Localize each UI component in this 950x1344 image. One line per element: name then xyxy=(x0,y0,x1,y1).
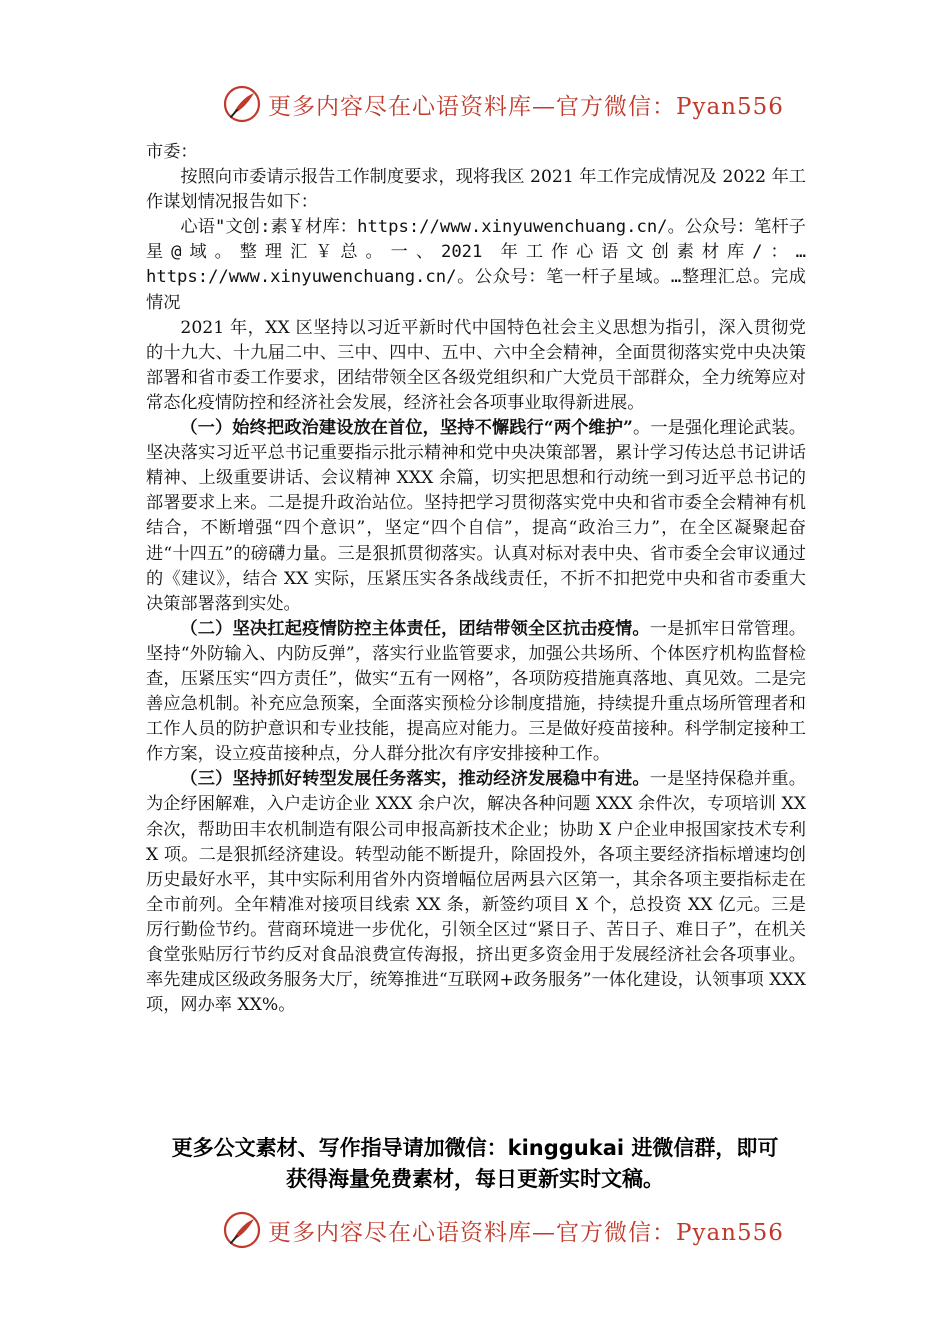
header-banner xyxy=(222,82,784,126)
section-2-heading: （二）坚决扛起疫情防控主体责任，团结带领全区抗击疫情。 xyxy=(180,618,650,639)
section-2-body: 一是抓牢日常管理。坚持“外防输入、内防反弹”，落实行业监管要求，加强公共场所、个体医疗机构监督检查，压紧压实“四方责任”，做实“五有一网格”，各项防疫措施真落地、真见效。二是完善应急机制。补充应急预案，全面落实预检分诊制度措施，持续提升重点场所管理者和工作人员的防护意识和专业技能，提高应对能力。三是做好疫苗接种。科学制定接种工作方案，设立疫苗接种点，分人群分批次有序安排接种工作。 xyxy=(146,618,806,765)
section-1-body: 。一是强化理论武装。坚决落实习近平总书记重要指示批示精神和党中央决策部署，累计学习传达总书记讲话精神、上级重要讲话、会议精神 XXX 余篇，切实把思想和行动统一到习近平总书记的部署要求上来。二是提升政治站位。坚持把学习贯彻落实党中央和省市委全会精神有机结合，不断增强“四个意识”，坚定“四个自信”，提高“政治三力”，在全区凝聚起奋进“十四五”的磅礴力量。三是狠抓贯彻落实。认真对标对表中央、省市委全会审议通过的《建议》，结合 XX 实际，压紧压实各条战线责任，不折不扣把党中央和省市委重大决策部署落到实处。 xyxy=(146,418,806,614)
section-3-body: 一是坚持保稳并重。为企纾困解难，入户走访企业 XXX 余户次，解决各种问题 XXX 余件次，专项培训 XX 余次，帮助田丰农机制造有限公司申报高新技术企业；协助 X 户企业申报国家技术专利 X 项。二是狠抓经济建设。转型动能不断提升，除固投外，各项主要经济指标增速均创历史最好水平，其中实际利用省外内资增幅位居两县六区第一，其余各项主要指标走在全市前列。全年精准对接项目线索 XX 条，新签约项目 X 个，总投资 XX 亿元。三是厉行勤俭节约。营商环境进一步优化，引领全区过“紧日子、苦日子、难日子”，在机关食堂张贴厉行节约反对食品浪费宣传海报，挤出更多资金用于发展经济社会各项事业。率先建成区级政务服务大厅，统筹推进“互联网+政务服务”一体化建设，认领事项 XXX 项，网办率 XX%。 xyxy=(146,769,806,1016)
banner-text: 更多内容尽在心语资料库—官方微信：Pyan556 xyxy=(268,93,784,120)
watermark-paragraph: 心语"文创:素￥材库：https://www.xinyuwenchuang.cn/。公众号：笔杆子星@域。整理汇￥总。一、2021 年工作心语文创素材库/：…https://www.xinyuwenchuang.cn/。公众号：笔一杆子星域。…整理汇总。完成情况 xyxy=(146,217,806,313)
feather-quill-seal-icon xyxy=(222,84,262,124)
section-3-paragraph xyxy=(146,767,806,1018)
banner-text: 更多内容尽在心语资料库—官方微信：Pyan556 xyxy=(268,1219,784,1246)
footer-banner xyxy=(222,1208,784,1252)
section-1-heading: （一）始终把政治建设放在首位，坚持不懈践行“两个维护” xyxy=(180,418,633,439)
feather-quill-seal-icon xyxy=(222,1210,262,1250)
promo-line-2: 获得海量免费素材，每日更新实时文稿。 xyxy=(286,1167,664,1191)
promo-block xyxy=(120,1133,830,1195)
salutation: 市委： xyxy=(146,142,198,162)
intro-paragraph: 按照向市委请示报告工作制度要求，现将我区 2021 年工作完成情况及 2022 年工作谋划情况报告如下： xyxy=(146,167,806,213)
section-1-paragraph xyxy=(146,416,806,617)
document-body xyxy=(146,140,806,1018)
section-3-heading: （三）坚持抓好转型发展任务落实，推动经济发展稳中有进。 xyxy=(180,769,650,790)
section-2-paragraph xyxy=(146,617,806,768)
overview-paragraph: 2021 年，XX 区坚持以习近平新时代中国特色社会主义思想为指引，深入贯彻党的十九大、十九届二中、三中、四中、五中、六中全会精神，全面贯彻落实党中央决策部署和省市委工作要求，团结带领全区各级党组织和广大党员干部群众，全力统筹应对常态化疫情防控和经济社会发展，经济社会各项事业取得新进展。 xyxy=(146,317,806,413)
promo-line-1: 更多公文素材、写作指导请加微信：kinggukai 进微信群，即可 xyxy=(171,1136,779,1160)
